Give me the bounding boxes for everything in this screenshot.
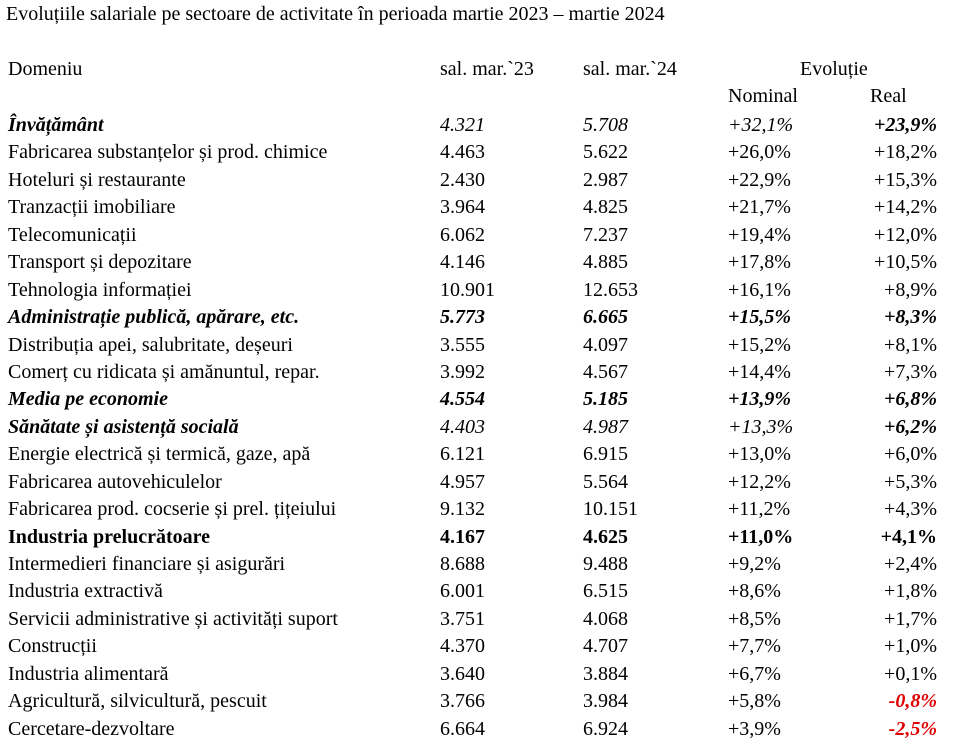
salary-table (0, 112, 958, 743)
salary-2023: 4.167 (440, 525, 485, 548)
page-title: Evoluțiile salariale pe sectoare de activitate în perioada martie 2023 – martie 2024 (6, 3, 665, 25)
header-evolution: Evoluție (800, 58, 868, 80)
salary-2024: 7.237 (583, 223, 628, 246)
table-row (0, 661, 958, 688)
nominal-change: +19,4% (728, 223, 791, 246)
sector-name: Industria alimentară (8, 662, 169, 685)
header-real: Real (870, 85, 907, 107)
table-row (0, 386, 958, 413)
nominal-change: +8,6% (728, 580, 781, 603)
table-row (0, 578, 958, 605)
salary-2024: 10.151 (583, 498, 638, 521)
salary-2023: 3.555 (440, 333, 485, 356)
table-row (0, 441, 958, 468)
table-row (0, 524, 958, 551)
table-row (0, 167, 958, 194)
sector-name: Fabricarea prod. cocserie și prel. țițeiului (8, 498, 337, 521)
real-change: +23,9% (873, 114, 937, 136)
table-row (0, 332, 958, 359)
salary-2024: 4.625 (583, 525, 628, 548)
sector-name: Fabricarea autovehiculelor (8, 470, 222, 493)
real-change: +6,0% (884, 443, 937, 466)
salary-2023: 3.640 (440, 662, 485, 685)
sector-name: Energie electrică și termică, gaze, apă (8, 443, 311, 466)
nominal-change: +11,0% (728, 525, 794, 548)
header-salary-2024: sal. mar.`24 (583, 58, 677, 80)
real-change: +15,3% (874, 168, 937, 191)
table-row (0, 222, 958, 249)
real-change: +7,3% (884, 360, 937, 383)
table-row (0, 359, 958, 386)
table-row (0, 716, 958, 743)
salary-2023: 3.992 (440, 360, 485, 383)
nominal-change: +3,9% (728, 717, 781, 740)
sector-name: Telecomunicații (8, 223, 137, 246)
salary-2023: 4.554 (440, 388, 485, 411)
salary-2024: 5.708 (583, 114, 628, 136)
sector-name: Construcții (8, 635, 97, 658)
real-change: -0,8% (888, 690, 937, 713)
salary-2023: 6.062 (440, 223, 485, 246)
real-change: +1,0% (884, 635, 937, 658)
nominal-change: +13,9% (728, 388, 792, 411)
salary-2023: 3.751 (440, 607, 485, 630)
salary-2023: 4.403 (440, 415, 485, 438)
nominal-change: +9,2% (728, 553, 781, 575)
real-change: +2,4% (884, 553, 937, 575)
real-change: +0,1% (884, 662, 937, 685)
sector-name: Media pe economie (8, 388, 168, 411)
nominal-change: +6,7% (728, 662, 781, 685)
nominal-change: +32,1% (728, 114, 794, 136)
table-row (0, 496, 958, 523)
sector-name: Fabricarea substanțelor și prod. chimice (8, 141, 328, 164)
sector-name: Administrație publică, apărare, etc. (8, 306, 300, 329)
table-row (0, 688, 958, 715)
table-row (0, 194, 958, 221)
nominal-change: +5,8% (728, 690, 781, 713)
salary-2023: 4.370 (440, 635, 485, 658)
salary-2024: 5.185 (583, 388, 628, 411)
salary-2023: 4.146 (440, 251, 485, 274)
salary-2024: 4.885 (583, 251, 628, 274)
sector-name: Cercetare-dezvoltare (8, 717, 175, 740)
sector-name: Agricultură, silvicultură, pescuit (8, 690, 267, 713)
salary-2024: 2.987 (583, 168, 628, 191)
table-row (0, 139, 958, 166)
salary-2023: 9.132 (440, 498, 485, 521)
sector-name: Industria extractivă (8, 580, 163, 603)
table-row (0, 551, 958, 578)
salary-2023: 10.901 (440, 278, 495, 301)
salary-2024: 6.915 (583, 443, 628, 466)
nominal-change: +11,2% (728, 498, 791, 521)
salary-2023: 5.773 (440, 306, 485, 329)
nominal-change: +13,3% (728, 415, 794, 438)
table-row (0, 606, 958, 633)
salary-2024: 4.987 (583, 415, 628, 438)
nominal-change: +8,5% (728, 607, 781, 630)
sector-name: Tranzacții imobiliare (8, 196, 176, 219)
nominal-change: +7,7% (728, 635, 781, 658)
sector-name: Sănătate și asistență socială (8, 415, 239, 438)
salary-2024: 12.653 (583, 278, 638, 301)
salary-2024: 4.567 (583, 360, 628, 383)
real-change: +1,7% (884, 607, 937, 630)
real-change: +5,3% (884, 470, 937, 493)
sector-name: Comerț cu ridicata și amănuntul, repar. (8, 360, 320, 383)
nominal-change: +12,2% (728, 470, 791, 493)
real-change: +14,2% (874, 196, 937, 219)
sector-name: Învățământ (8, 114, 104, 136)
table-row (0, 277, 958, 304)
table-row (0, 112, 958, 139)
nominal-change: +22,9% (728, 168, 791, 191)
salary-2023: 4.957 (440, 470, 485, 493)
salary-2023: 3.766 (440, 690, 485, 713)
real-change: +8,9% (884, 278, 937, 301)
sector-name: Intermedieri financiare și asigurări (8, 553, 286, 575)
nominal-change: +21,7% (728, 196, 791, 219)
nominal-change: +17,8% (728, 251, 791, 274)
salary-2024: 4.068 (583, 607, 628, 630)
real-change: -2,5% (888, 717, 937, 740)
salary-2023: 4.321 (440, 114, 485, 136)
salary-2023: 2.430 (440, 168, 485, 191)
nominal-change: +15,2% (728, 333, 791, 356)
sector-name: Transport și depozitare (8, 251, 192, 274)
salary-2024: 3.884 (583, 662, 628, 685)
real-change: +4,1% (880, 525, 937, 548)
header-domain: Domeniu (8, 58, 83, 80)
real-change: +18,2% (874, 141, 937, 164)
salary-2023: 6.664 (440, 717, 485, 740)
real-change: +6,2% (883, 415, 937, 438)
table-row (0, 414, 958, 441)
salary-2023: 4.463 (440, 141, 485, 164)
salary-2024: 4.707 (583, 635, 628, 658)
table-row (0, 304, 958, 331)
table-row (0, 469, 958, 496)
real-change: +8,3% (883, 306, 937, 329)
salary-2024: 5.622 (583, 141, 628, 164)
nominal-change: +26,0% (728, 141, 791, 164)
salary-2024: 6.665 (583, 306, 628, 329)
sector-name: Distribuția apei, salubritate, deșeuri (8, 333, 293, 356)
header-salary-2023: sal. mar.`23 (440, 58, 534, 80)
salary-2023: 6.121 (440, 443, 485, 466)
header-nominal: Nominal (728, 85, 798, 107)
salary-2024: 6.924 (583, 717, 628, 740)
real-change: +1,8% (884, 580, 937, 603)
salary-2023: 3.964 (440, 196, 485, 219)
sector-name: Servicii administrative și activități suport (8, 607, 338, 630)
real-change: +12,0% (874, 223, 937, 246)
salary-2024: 4.097 (583, 333, 628, 356)
real-change: +8,1% (884, 333, 937, 356)
salary-2024: 3.984 (583, 690, 628, 713)
nominal-change: +16,1% (728, 278, 791, 301)
salary-2024: 6.515 (583, 580, 628, 603)
salary-2023: 8.688 (440, 553, 485, 575)
salary-2024: 5.564 (583, 470, 628, 493)
table-row (0, 633, 958, 660)
table-row (0, 249, 958, 276)
real-change: +4,3% (884, 498, 937, 521)
salary-2024: 9.488 (583, 553, 628, 575)
salary-2023: 6.001 (440, 580, 485, 603)
real-change: +10,5% (874, 251, 937, 274)
sector-name: Industria prelucrătoare (8, 525, 211, 548)
nominal-change: +13,0% (728, 443, 791, 466)
sector-name: Hoteluri și restaurante (8, 168, 186, 191)
salary-2024: 4.825 (583, 196, 628, 219)
nominal-change: +15,5% (728, 306, 792, 329)
sector-name: Tehnologia informației (8, 278, 192, 301)
real-change: +6,8% (883, 388, 937, 411)
nominal-change: +14,4% (728, 360, 791, 383)
